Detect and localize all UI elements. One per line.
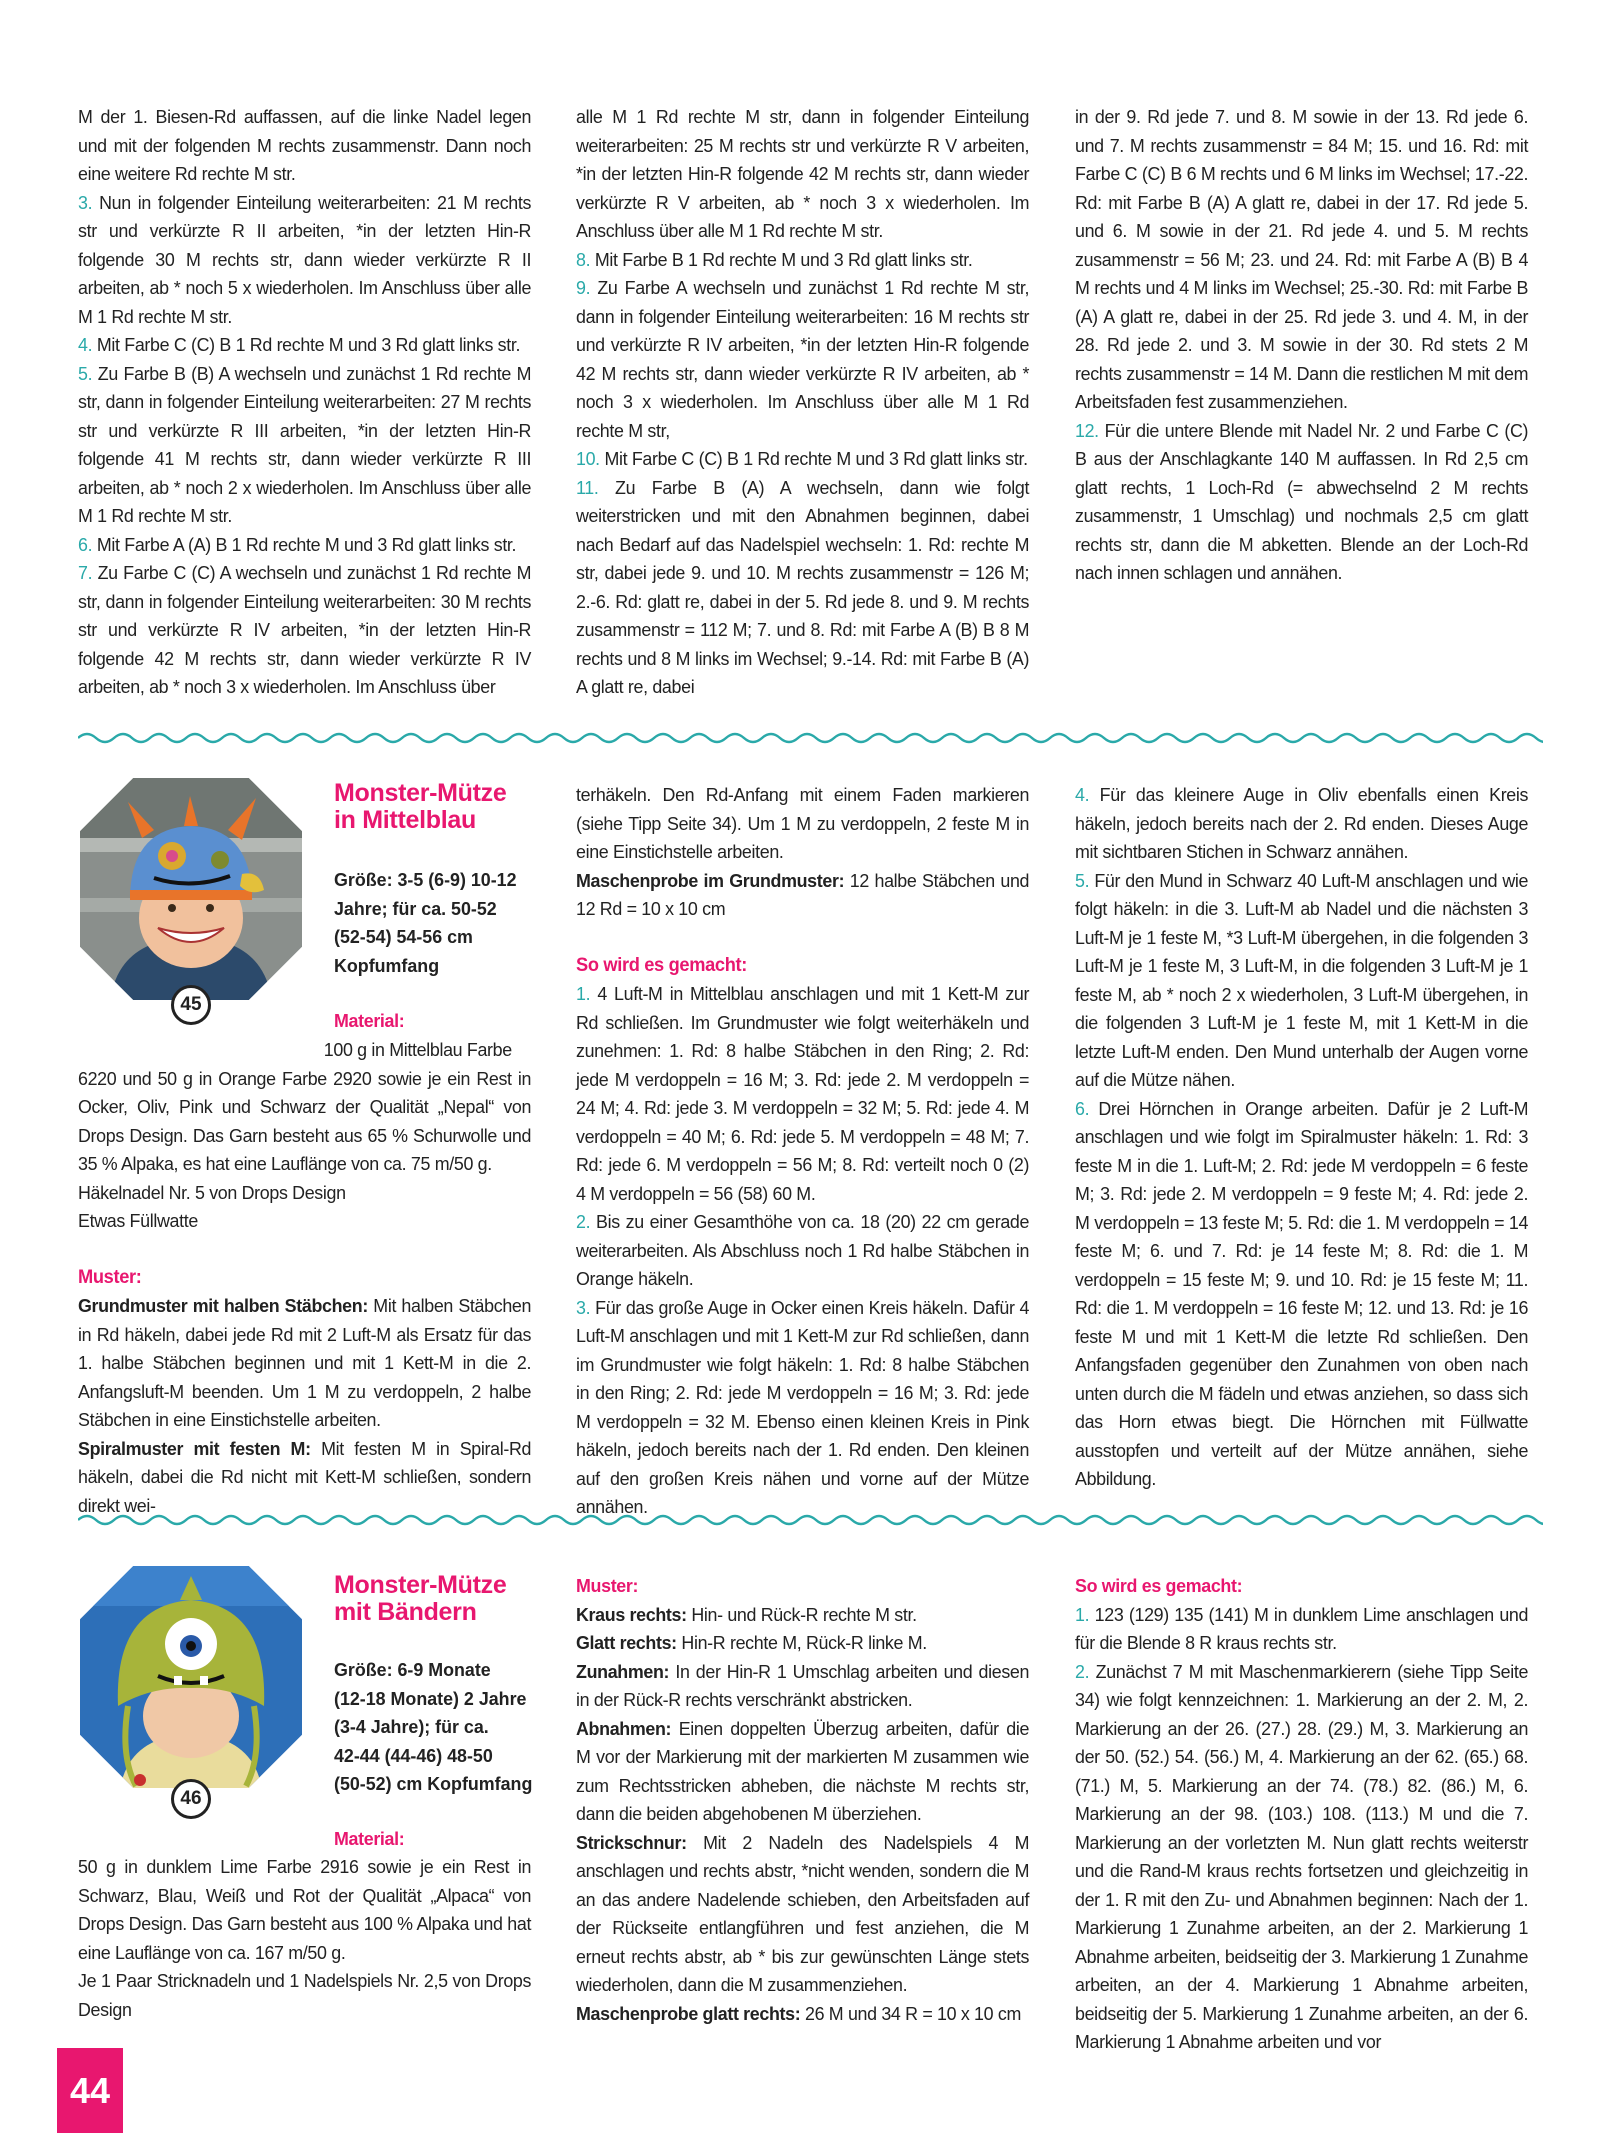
page-number: 44 <box>57 2048 123 2133</box>
step-number: 8. <box>576 248 591 270</box>
paragraph: Maschenprobe im Grundmuster: 12 halbe Stäbchen und 12 Rd = 10 x 10 cm <box>576 869 1030 919</box>
s2-col2-steps <box>576 980 1029 1522</box>
s1-col2 <box>576 103 1029 702</box>
step-number: 1. <box>1075 1603 1090 1625</box>
paragraph: Kraus rechts: Hin- und Rück-R rechte M str. <box>576 1603 917 1625</box>
paragraph: 6. Drei Hörnchen in Orange arbeiten. Dafür je 2 Luft-M anschlagen und wie folgt im Spiralmuster häkeln: 1. Rd: 3 feste M in die 1. Luft-M; 2. Rd: jede M verdoppeln = 6 feste M; 3. Rd: jede 2. M verdoppeln = 9 feste M; 4. Rd: jede 2. M verdoppeln = 13 feste M; 5. Rd: die 1. M verdoppeln = 14 feste M; 6. und 7. Rd: je 14 feste M; 8. Rd: die 1. M verdoppeln = 15 feste M; 9. und 10. Rd: je 15 feste M; 11. Rd: die 1. M verdoppeln = 16 feste M; 12. und 13. Rd: je 16 feste M und mit 1 Kett-M die letzte Rd schließen. Den Anfangsfaden gegenüber den Zunahmen von oben nach unten durch die M fädeln und etwas anziehen, so dass sich das Horn etwas biegt. Die Hörnchen mit Füllwatte ausstopfen und verteilt auf der Mütze annähen, siehe Abbildung. <box>1075 1097 1529 1489</box>
paragraph: Abnahmen: Einen doppelten Überzug arbeiten, dafür die M vor der Markierung mit der markierten M zusammen wie zum Rechtsstricken abheben, die nächste M rechts str, dann die beiden abgehobenen M überziehen. <box>576 1717 1030 1824</box>
step-number: 9. <box>576 277 591 298</box>
material-line: 100 g in Mittelblau Farbe <box>323 1039 512 1060</box>
paragraph: terhäkeln. Den Rd-Anfang mit einem Faden markieren (siehe Tipp Seite 34). Um 1 M zu verdoppeln, 2 feste M in eine Einstichstelle arbeiten. <box>576 784 1030 862</box>
pattern-number-badge: 46 <box>171 1779 211 1819</box>
photo-child-blue-monster-hat <box>80 778 302 1000</box>
paragraph: 2. Bis zu einer Gesamthöhe von ca. 18 (20) 22 cm gerade weiterarbeiten. Als Abschluss noch 1 Rd halbe Stäbchen in Orange häkeln. <box>576 1211 1030 1289</box>
paragraph: 11. Zu Farbe B (A) A wechseln, dann wie folgt weiterstricken und mit den Abnahmen beginnen, dabei nach Bedarf auf das Nadelspiel wechseln: 1. Rd: rechte M str, dabei jede 9. und 10. M rechts zusammenstr = 126 M; 2.-6. Rd: glatt re, dabei in der 5. Rd jede 8. und 9. M rechts zusammenstr = 112 M; 7. und 8. Rd: mit Farbe A (B) B 8 M rechts und 8 M links im Wechsel; 9.-14. Rd: mit Farbe B (A) A glatt re, dabei <box>576 476 1030 697</box>
paragraph: 5. Zu Farbe B (B) A wechseln und zunächst 1 Rd rechte M str, dann in folgender Einteilung weiterarbeiten: 27 M rechts str und verkürzte R III arbeiten, *in der letzten Hin-R folgende 41 M rechts str, dann wieder verkürzte R III arbeiten, ab * noch 2 x wiederholen. Im Anschluss über alle M 1 Rd rechte M str. <box>78 362 532 526</box>
s2-col3 <box>1075 781 1528 1494</box>
paragraph: 6. Mit Farbe A (A) B 1 Rd rechte M und 3 Rd glatt links str. <box>78 533 517 555</box>
paragraph: 3. Nun in folgender Einteilung weiterarbeiten: 21 M rechts str und verkürzte R II arbeiten, *in der letzten Hin-R folgende 30 M rechts str, dann wieder verkürzte R II arbeiten, ab * noch 5 x wiederholen. Im Anschluss über alle M 1 Rd rechte M str. <box>78 191 532 327</box>
material-heading: Material: <box>334 1828 405 1849</box>
step-number: 10. <box>576 448 600 469</box>
step-number: 5. <box>78 362 93 384</box>
paragraph: 2. Zunächst 7 M mit Maschenmarkierern (siehe Tipp Seite 34) wie folgt kennzeichnen: 1. Markierung an der 2. M, 2. Markierung an der 26. (27.) 28. (29.) M, 3. Markierung an der 50. (52.) 54. (56.) M, 4. Markierung an der 62. (65.) 68. (71.) M, 5. Markierung an der 74. (78.) 82. (86.) M, 6. Markierung an der 98. (103.) 108. (113.) M und die 7. Markierung an der vorletzten M. Nun glatt rechts weiterstr und die Rand-M kraus rechts fortsetzen und gleichzeitig in der 1. R mit den Zu- und Abnahmen beginnen: Nach der 1. Markierung 1 Zunahme arbeiten, an der 2. Markierung 1 Abnahme arbeiten, beidseitig der 3. Markierung 1 Zunahme arbeiten, an der 4. Markierung 1 Abnahme arbeiten, beidseitig der 5. Markierung 1 Zunahme arbeiten, an der 6. Markierung 1 Abnahme arbeiten und vor <box>1075 1660 1529 2052</box>
title-line: Monster-Mütze <box>334 1571 507 1599</box>
term-label: Glatt rechts: <box>576 1632 677 1653</box>
material-heading: Material: <box>334 1010 405 1031</box>
paragraph: 8. Mit Farbe B 1 Rd rechte M und 3 Rd glatt links str. <box>576 248 973 270</box>
paragraph: 10. Mit Farbe C (C) B 1 Rd rechte M und 3 Rd glatt links str. <box>576 448 1028 469</box>
step-number: 6. <box>1075 1097 1090 1119</box>
material-line: Je 1 Paar Stricknadeln und 1 Nadelspiels Nr. 2,5 von Drops Design <box>78 1970 532 2020</box>
size-line: Größe: 3-5 (6-9) 10-12 <box>334 869 517 890</box>
step-number: 7. <box>78 562 93 583</box>
size-line: 42-44 (44-46) 48-50 <box>334 1744 493 1766</box>
pattern-title <box>334 780 506 834</box>
term-label: Abnahmen: <box>576 1717 672 1739</box>
s1-col1 <box>78 103 531 702</box>
step-number: 4. <box>78 334 93 355</box>
muster-heading: Muster: <box>78 1266 142 1288</box>
size-line: (12-18 Monate) 2 Jahre <box>334 1687 527 1709</box>
term-label: Maschenprobe im Grundmuster: <box>576 869 845 891</box>
wave-divider-2 <box>78 1512 1543 1528</box>
paragraph: Strickschnur: Mit 2 Nadeln des Nadelspiels 4 M anschlagen und rechts abstr, *nicht wenden, sondern die M an das andere Nadelende schieben, den Arbeitsfaden auf der Rückseite entlangführen und fest anziehen, die M erneut rechts abstr, ab * bis zur gewünschten Länge stets wiederholen, dann die M zusammenziehen. <box>576 1831 1030 1995</box>
step-number: 2. <box>576 1211 591 1232</box>
term-label: Maschenprobe glatt rechts: <box>576 2002 801 2024</box>
so-heading: So wird es gemacht: <box>1075 1575 1243 1596</box>
paragraph: Spiralmuster mit festen M: Mit festen M in Spiral-Rd häkeln, dabei die Rd nicht mit Kett-M schließen, sondern direkt wei- <box>78 1437 532 1516</box>
s3-col3 <box>1075 1572 1528 2057</box>
size-info <box>334 866 517 980</box>
s3-col1 <box>78 1853 531 2024</box>
size-info <box>334 1656 532 1799</box>
material-line: 6220 und 50 g in Orange Farbe 2920 sowie je ein Rest in Ocker, Oliv, Pink und Schwarz der Qualität „Nepal“ von Drops Design. Das Garn besteht aus 65 % Schurwolle und 35 % Alpaka, es hat eine Lauflänge von ca. 75 m/50 g. <box>78 1067 532 1174</box>
material-line: 50 g in dunklem Lime Farbe 2916 sowie je ein Rest in Schwarz, Blau, Weiß und Rot der Qualität „Alpaca“ von Drops Design. Das Garn besteht aus 100 % Alpaka und hat eine Lauflänge von ca. 167 m/50 g. <box>78 1856 532 1963</box>
paragraph: Glatt rechts: Hin-R rechte M, Rück-R linke M. <box>576 1632 927 1653</box>
size-line: (50-52) cm Kopfumfang <box>334 1773 533 1794</box>
s2-material-heading-block <box>334 1007 538 1036</box>
pattern-title <box>334 1572 506 1626</box>
paragraph: 1. 4 Luft-M in Mittelblau anschlagen und mit 1 Kett-M zur Rd schließen. Im Grundmuster wie folgt weiterhäkeln und zunehmen: 1. Rd: 8 halbe Stäbchen in den Ring; 2. Rd: jede M verdoppeln = 16 M; 3. Rd: jede 2. M verdoppeln = 24 M; 4. Rd: jede 3. M verdoppeln = 32 M; 5. Rd: jede 4. M verdoppeln = 40 M; 6. Rd: jede 5. M verdoppeln = 48 M; 7. Rd: jede 6. M verdoppeln = 56 M; 8. Rd: verteilt noch 0 (2) 4 M verdoppeln = 56 (58) 60 M. <box>576 983 1030 1204</box>
s3-material-heading-block <box>334 1825 538 1854</box>
step-number: 3. <box>78 191 93 213</box>
paragraph: Grundmuster mit halben Stäbchen: Mit halben Stäbchen in Rd häkeln, dabei jede Rd mit 2 Luft-M als Ersatz für das 1. halbe Stäbchen beginnen und mit 1 Kett-M in die 2. Anfangsluft-M beenden. Um 1 M zu verdoppeln, 2 halbe Stäbchen in eine Einstichstelle arbeiten. <box>78 1295 532 1430</box>
so-heading: So wird es gemacht: <box>576 954 747 976</box>
pattern-number-badge: 45 <box>171 985 211 1025</box>
title-line: Monster-Mütze <box>334 779 507 807</box>
term-label: Kraus rechts: <box>576 1603 687 1625</box>
term-label: Grundmuster mit halben Stäbchen: <box>78 1295 368 1316</box>
step-number: 4. <box>1075 784 1090 805</box>
step-number: 11. <box>576 476 599 498</box>
title-line: mit Bändern <box>334 1598 477 1626</box>
s1-col3 <box>1075 103 1528 588</box>
step-number: 5. <box>1075 869 1090 891</box>
s2-col1 <box>78 1036 531 1520</box>
paragraph: M der 1. Biesen-Rd auffassen, auf die linke Nadel legen und mit der folgenden M rechts zusammenstr. Dann noch eine weitere Rd rechte M str. <box>78 106 532 184</box>
s2-col2-top <box>576 781 1029 924</box>
s3-col2 <box>576 1572 1029 2028</box>
paragraph: 1. 123 (129) 135 (141) M in dunklem Lime anschlagen und für die Blende 8 R kraus rechts str. <box>1075 1603 1529 1653</box>
paragraph: 3. Für das große Auge in Ocker einen Kreis häkeln. Dafür 4 Luft-M anschlagen und mit 1 Kett-M zur Rd schließen, dann im Grundmuster wie folgt häkeln: 1. Rd: 8 halbe Stäbchen in den Ring; 2. Rd: jede M verdoppeln = 16 M; 3. Rd: jede M verdoppeln = 32 M. Ebenso einen kleinen Kreis in Pink häkeln, jedoch bereits nach der 1. Rd enden. Den kleinen auf den großen Kreis nähen und vorne auf der Mütze annähen. <box>576 1296 1030 1517</box>
paragraph: Maschenprobe glatt rechts: 26 M und 34 R = 10 x 10 cm <box>576 2002 1021 2024</box>
step-number: 3. <box>576 1296 591 1318</box>
title-line: in Mittelblau <box>334 806 476 834</box>
term-label: Spiralmuster mit festen M: <box>78 1437 311 1459</box>
size-line: Kopfumfang <box>334 954 440 976</box>
muster-list <box>576 1601 1029 2029</box>
term-label: Strickschnur: <box>576 1831 687 1853</box>
s2-col2 <box>576 781 1029 1522</box>
size-line: Jahre; für ca. 50-52 <box>334 897 497 919</box>
step-number: 2. <box>1075 1660 1090 1682</box>
paragraph: 5. Für den Mund in Schwarz 40 Luft-M anschlagen und wie folgt häkeln: in die 3. Luft-M ab Nadel und die nächsten 3 Luft-M je 1 feste M, *3 Luft-M übergehen, in die folgenden 3 Luft-M je 1 feste M, 3 Luft-M, in die folgenden 3 Luft-M je 1 feste M, ab * noch 2 x wiederholen, 3 Luft-M übergehen, in die folgenden 3 Luft-M je 1 feste M, mit 1 Kett-M in die letzte Luft-M enden. Den Mund unterhalb der Augen vorne auf die Mütze nähen. <box>1075 869 1529 1090</box>
wave-line-1 <box>78 734 1543 742</box>
size-line: (3-4 Jahre); für ca. <box>334 1716 489 1737</box>
paragraph: 7. Zu Farbe C (C) A wechseln und zunächst 1 Rd rechte M str, dann in folgender Einteilung weiterarbeiten: 30 M rechts str und verkürzte R IV arbeiten, *in der letzten Hin-R folgende 42 M rechts str, dann wieder verkürzte R IV arbeiten, ab * noch 3 x wiederholen. Im Anschluss über <box>78 562 532 697</box>
material-line: Etwas Füllwatte <box>78 1210 198 1231</box>
step-number: 1. <box>576 983 591 1004</box>
muster-list <box>78 1292 531 1520</box>
material-line: Häkelnadel Nr. 5 von Drops Design <box>78 1181 346 1203</box>
size-line: Größe: 6-9 Monate <box>334 1659 491 1680</box>
paragraph: 9. Zu Farbe A wechseln und zunächst 1 Rd rechte M str, dann in folgender Einteilung weiterarbeiten: 16 M rechts str und verkürzte R IV arbeiten, *in der letzten Hin-R folgende 42 M rechts str, dann wieder verkürzte R IV arbeiten, ab * noch 3 x wiederholen. Im Anschluss über alle M 1 Rd rechte M str, <box>576 277 1030 441</box>
wave-divider-1 <box>78 730 1543 746</box>
step-number: 12. <box>1075 419 1099 441</box>
step-number: 6. <box>78 533 93 555</box>
photo-child-lime-monster-hat <box>80 1566 302 1788</box>
paragraph: in der 9. Rd jede 7. und 8. M sowie in der 13. Rd jede 6. und 7. M rechts zusammenstr = 84 M; 15. und 16. Rd: mit Farbe C (C) B 6 M rechts und 6 M links im Wechsel; 17.-22. Rd: mit Farbe B (A) A glatt re, dabei in der 17. Rd jede 5. und 6. M sowie in der 21. Rd jede 4. und 5. M rechts zusammenstr = 56 M; 23. und 24. Rd: mit Farbe A (B) B 4 M rechts und 4 M links im Wechsel; 25.-30. Rd: mit Farbe B (A) A glatt re, dabei in der 25. Rd jede 3. und 4. M, in der 28. Rd jede 2. und 3. M sowie in der 30. Rd stets 2 M rechts zusammenstr = 14 M. Dann die restlichen M mit dem Arbeitsfaden fest zusammenziehen. <box>1075 106 1529 412</box>
muster-heading: Muster: <box>576 1575 639 1596</box>
paragraph: 4. Mit Farbe C (C) B 1 Rd rechte M und 3 Rd glatt links str. <box>78 334 521 355</box>
paragraph: Zunahmen: In der Hin-R 1 Umschlag arbeiten und diesen in der Rück-R rechts verschränkt abstricken. <box>576 1660 1030 1710</box>
wave-line-2 <box>78 1516 1543 1524</box>
paragraph: 12. Für die untere Blende mit Nadel Nr. 2 und Farbe C (C) B aus der Anschlagkante 140 M auffassen. In Rd 2,5 cm glatt rechts, 1 Loch-Rd (= abwechselnd 2 M rechts zusammenstr, 1 Umschlag) und nochmals 2,5 cm glatt rechts str, dann die M abketten. Blende an der Loch-Rd nach innen schlagen und annähen. <box>1075 419 1529 583</box>
size-line: (52-54) 54-56 cm <box>334 926 473 947</box>
paragraph: alle M 1 Rd rechte M str, dann in folgender Einteilung weiterarbeiten: 25 M rechts str und verkürzte R V arbeiten, *in der letzten Hin-R folgende 42 M rechts str, dann wieder verkürzte R V arbeiten, ab * noch 3 x wiederholen. Im Anschluss über alle M 1 Rd rechte M str. <box>576 106 1030 241</box>
s3-col3-steps <box>1075 1601 1528 2057</box>
paragraph: 4. Für das kleinere Auge in Oliv ebenfalls einen Kreis häkeln, jedoch bereits nach der 2. Rd enden. Dieses Auge mit sichtbaren Stichen in Schwarz annähen. <box>1075 784 1529 862</box>
term-label: Zunahmen: <box>576 1660 670 1682</box>
